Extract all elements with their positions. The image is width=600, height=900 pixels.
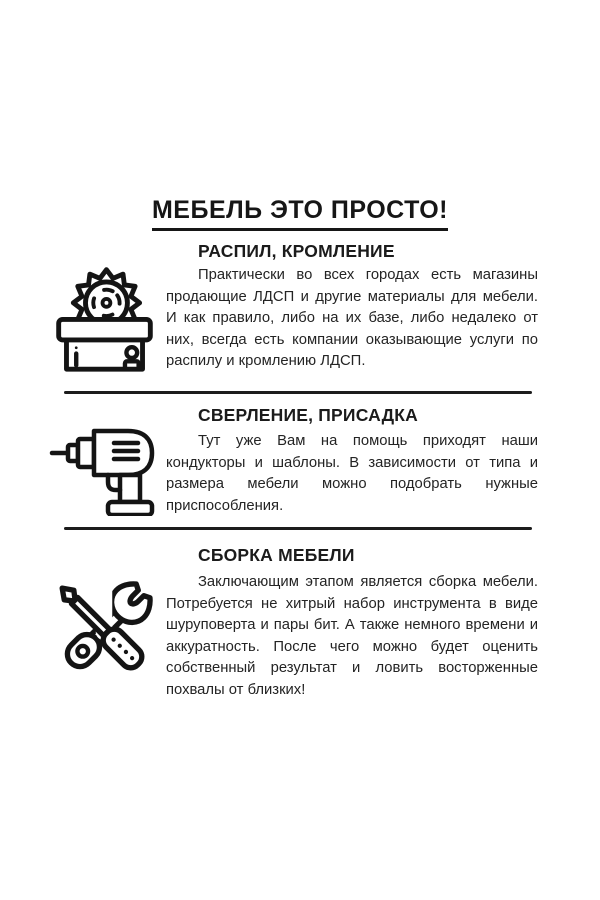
drill-icon [48, 418, 160, 516]
section-heading-sborka: СБОРКА МЕБЕЛИ [198, 545, 355, 565]
section-heading-raspil: РАСПИЛ, КРОМЛЕНИЕ [198, 241, 395, 261]
section-body-sverlenie: Тут уже Вам на помощь приходят наши кондукторы и шаблоны. В зависимости от типа и размера мебели можно подобрать нужные приспособления. [166, 433, 538, 514]
section-divider [64, 527, 532, 530]
section-divider [64, 391, 532, 394]
section-body-raspil: Практически во всех городах есть магазины продающие ЛДСП и другие материалы для мебели. И как правило, либо на их базе, либо недалеко от них, всегда есть компании оказывающие услуги по распилу и кромлению ЛДСП. [166, 267, 538, 369]
page-title-text: МЕБЕЛЬ ЭТО ПРОСТО! [152, 197, 448, 231]
tools-icon [40, 566, 168, 694]
section-body-sborka: Заключающим этапом является сборка мебели. Потребуется не хитрый набор инструмента в виде шуруповерта и пары бит. А также немного времени и аккуратность. После чего можно будет оценить собственный результат и ловить восторженные похвалы от близких! [166, 574, 538, 698]
page-title [0, 197, 600, 231]
table-saw-icon [46, 258, 163, 375]
section-heading-sverlenie: СВЕРЛЕНИЕ, ПРИСАДКА [198, 405, 418, 425]
